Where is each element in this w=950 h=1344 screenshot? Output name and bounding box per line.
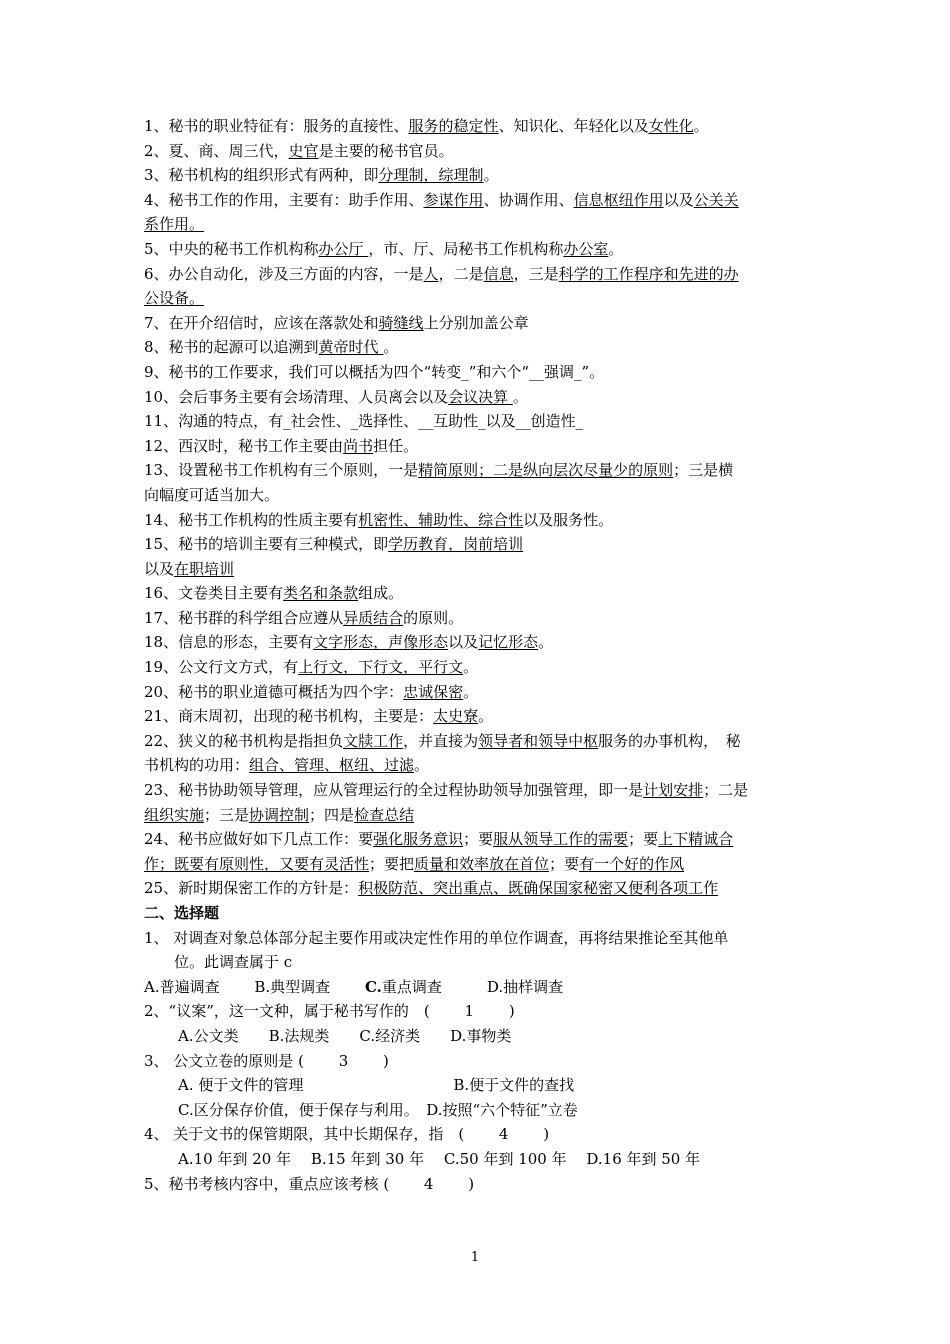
line-text: 17、秘书群的科学组合应遵从: [144, 608, 344, 627]
line-text: 以及服务性。: [523, 510, 614, 529]
line-text: ；要: [628, 830, 659, 849]
line-text: 。: [608, 239, 624, 258]
text-line: [144, 360, 808, 385]
line-text: ；二是: [703, 781, 749, 800]
answer-text: 机密性、辅助性、综合性: [358, 510, 524, 529]
line-text: ，二是: [438, 264, 484, 283]
answer-text: 会议决算: [448, 387, 513, 406]
answer-text: 人: [423, 264, 439, 283]
line-text: 上分别加盖公章: [423, 313, 529, 332]
page-number: 1: [470, 1250, 480, 1265]
answer-text: 黄帝时代: [318, 338, 384, 357]
text-line: [144, 950, 808, 975]
line-text: 担任。: [373, 436, 419, 455]
line-text: 7、在开介绍信时，应该在落款处和: [144, 313, 379, 332]
line-text: 以及: [663, 190, 694, 209]
line-text: 以及: [448, 633, 479, 652]
answer-text: 公设备。: [144, 289, 205, 308]
line-text: 5、中央的秘书工作机构称: [144, 239, 319, 258]
text-line: [144, 975, 808, 1000]
line-text: 1、 对调查对象总体部分起主要作用或决定性作用的单位作调查，再将结果推论至其他单: [144, 928, 729, 947]
line-text: 。: [463, 682, 479, 701]
line-text: 13、设置秘书工作机构有三个原则，一是: [144, 461, 419, 480]
answer-text: 组织实施: [144, 805, 205, 824]
answer-text: 忠诚保密: [403, 682, 464, 701]
answer-text: 信息: [483, 264, 514, 283]
text-line: [144, 1172, 808, 1197]
line-text: 24、秘书应做好如下几点工作：要: [144, 830, 374, 849]
text-line: [144, 876, 808, 901]
line-text: ；要: [463, 830, 494, 849]
text-line: [144, 1073, 808, 1098]
answer-text: 质量和效率放在首位: [414, 854, 550, 873]
text-line: [144, 606, 808, 631]
line-text: ；三是: [204, 805, 250, 824]
text-line: [144, 704, 808, 729]
line-text: 书机构的功用：: [144, 756, 250, 775]
line-text: 向幅度可适当加大。: [144, 485, 280, 504]
line-text: 20、秘书的职业道德可概括为四个字：: [144, 682, 404, 701]
document-body: [144, 114, 808, 1196]
answer-text: 学历教育，岗前培训: [388, 535, 524, 554]
text-line: [144, 188, 808, 213]
text-line: [144, 827, 808, 852]
text-line: [144, 286, 808, 311]
line-text: 。: [383, 338, 399, 357]
line-text: 2、夏、商、周三代，: [144, 141, 289, 160]
text-line: [144, 852, 808, 877]
text-line: [144, 262, 808, 287]
line-text: 14、秘书工作机构的性质主要有: [144, 510, 359, 529]
text-line: [144, 1049, 808, 1074]
text-line: [144, 114, 808, 139]
line-text: 、知识化、年轻化以及: [498, 117, 649, 135]
line-text: C.区分保存价值，便于保存与利用。 D.按照“六个特征”立卷: [178, 1100, 578, 1119]
line-text: 重点调查 D.抽样调查: [381, 977, 564, 996]
answer-text: 上行文，下行文，平行文: [298, 658, 464, 677]
line-text: 。: [414, 756, 430, 775]
answer-text: 积极防范、突出重点、既确保国家秘密又便利各项工作: [358, 879, 719, 898]
line-text: 位。此调查属于 c: [174, 953, 293, 972]
text-line: [144, 1024, 808, 1049]
answer-text: 骑缝线: [378, 313, 424, 332]
line-text: ，市、厅、局秘书工作机构称: [368, 239, 564, 258]
line-text: 16、文卷类目主要有: [144, 584, 284, 603]
line-text: 15、秘书的培训主要有三种模式，即: [144, 535, 389, 554]
answer-text: 类名和条款: [283, 584, 359, 603]
line-text: 的原则。: [403, 608, 464, 627]
line-text: A.10 年到 20 年 B.15 年到 30 年 C.50 年到 100 年 D.16 年到 50 年: [178, 1149, 701, 1168]
text-line: [144, 1147, 808, 1172]
answer-text: 科学的工作程序和先进的办: [558, 264, 739, 283]
line-text: 组成。: [358, 584, 404, 603]
answer-text: ；既要有原则性，又要有灵活性: [159, 854, 370, 873]
line-text: 9、秘书的工作要求，我们可以概括为四个“转变_”和六个“__强调_”。: [144, 362, 605, 381]
text-line: [144, 212, 808, 237]
answer-text: 异质结合: [343, 608, 404, 627]
answer-text: 文牍工作: [343, 731, 404, 750]
line-text: A.公文类 B.法规类 C.经济类 D.事物类: [178, 1026, 512, 1045]
answer-text: 太史寮: [433, 707, 479, 726]
text-line: [144, 901, 808, 926]
line-text: 。: [693, 117, 709, 135]
answer-text: 分理制，综理制: [378, 166, 484, 185]
text-line: [144, 581, 808, 606]
line-text: A.普遍调查 B.典型调查: [144, 977, 365, 996]
line-text: 4、 关于文书的保管期限，其中长期保存，指 ( 4 ): [144, 1125, 550, 1144]
answer-text: 检查总结: [354, 805, 415, 824]
text-line: [144, 458, 808, 483]
text-line: [144, 335, 808, 360]
line-text: 19、公文行文方式，有: [144, 658, 299, 677]
line-text: 2、“议案”，这一文种，属于秘书写作的 ( 1 ): [144, 1002, 515, 1021]
text-line: [144, 999, 808, 1024]
text-line: [144, 1122, 808, 1147]
line-text: 22、狭义的秘书机构是指担负: [144, 731, 344, 750]
text-line: [144, 753, 808, 778]
answer-text: 办公厅: [318, 239, 369, 258]
answer-text: 在职培训: [174, 559, 235, 578]
answer-text: 参谋作用: [423, 190, 484, 209]
line-text: 。: [512, 387, 528, 406]
answer-text: 计划安排: [643, 781, 704, 800]
line-text: 8、秘书的起源可以追溯到: [144, 338, 319, 357]
line-text: 21、商末周初，出现的秘书机构，主要是：: [144, 707, 434, 726]
line-text: ，三是: [513, 264, 559, 283]
line-text: 3、 公文立卷的原则是 ( 3 ): [144, 1051, 389, 1070]
line-text: 。: [478, 707, 494, 726]
text-line: [144, 139, 808, 164]
line-text: ；要把: [369, 854, 415, 873]
line-text: ；四是: [309, 805, 355, 824]
text-line: [144, 926, 808, 951]
text-line: [144, 237, 808, 262]
line-text: 10、会后事务主要有会场清理、人员离会以及: [144, 387, 449, 406]
line-text: ；要: [549, 854, 580, 873]
answer-text: 系作用。: [144, 215, 205, 234]
answer-text: 协调控制: [249, 805, 310, 824]
answer-text: 组合、管理、枢纽、过滤: [249, 756, 415, 775]
text-line: [144, 655, 808, 680]
line-text: ；三是横: [673, 461, 734, 480]
answer-text: 精简原则；二是纵向层次尽量少的原则: [418, 461, 674, 480]
line-text: 二、选择题: [144, 904, 220, 922]
line-text: 是主要的秘书官员。: [318, 141, 454, 160]
line-text: 4、秘书工作的作用，主要有：助手作用、: [144, 190, 424, 209]
line-text: 18、信息的形态，主要有: [144, 633, 314, 652]
answer-text: 上下精诚合: [658, 830, 734, 849]
answer-text: 公关关: [693, 190, 739, 209]
text-line: [144, 508, 808, 533]
line-text: 服务的办事机构， 秘: [598, 731, 741, 750]
text-line: [144, 483, 808, 508]
line-text: 1、秘书的职业特征有：服务的直接性、: [144, 117, 409, 135]
answer-text: 办公室: [563, 239, 609, 258]
text-line: [144, 311, 808, 336]
text-line: [144, 1098, 808, 1123]
line-text: 以及: [144, 559, 175, 578]
answer-text: 作: [144, 854, 160, 873]
line-text: A. 便于文件的管理 B.便于文件的查找: [178, 1076, 575, 1095]
line-text: 12、西汉时，秘书工作主要由: [144, 436, 344, 455]
answer-text: 强化服务意识: [373, 830, 464, 849]
text-line: [144, 803, 808, 828]
text-line: [144, 630, 808, 655]
line-text: 5、秘书考核内容中，重点应该考核 ( 4 ): [144, 1174, 475, 1193]
text-line: [144, 434, 808, 459]
text-line: [144, 532, 808, 557]
line-text: 23、秘书协助领导管理，应从管理运行的全过程协助领导加强管理，即一是: [144, 781, 644, 800]
line-text: 、协调作用、: [483, 190, 574, 209]
answer-text: 尚书: [343, 436, 374, 455]
line-text: 25、新时期保密工作的方针是：: [144, 879, 359, 898]
answer-text: 女性化: [648, 117, 694, 135]
text-line: [144, 680, 808, 705]
answer-text: 记忆形态: [478, 633, 539, 652]
line-text: C.: [364, 977, 382, 996]
line-text: 。: [483, 166, 499, 185]
answer-text: 领导者和领导中枢: [478, 731, 599, 750]
line-text: 3、秘书机构的组织形式有两种，即: [144, 166, 379, 185]
text-line: [144, 163, 808, 188]
text-line: [144, 729, 808, 754]
answer-text: 信息枢纽作用: [573, 190, 664, 209]
line-text: 6、办公自动化，涉及三方面的内容，一是: [144, 264, 424, 283]
answer-text: 文字形态，声像形态: [313, 633, 449, 652]
text-line: [144, 557, 808, 582]
line-text: ，并直接为: [403, 731, 479, 750]
answer-text: 服务的稳定性: [408, 117, 499, 135]
text-line: [144, 778, 808, 803]
line-text: 11、沟通的特点，有_社会性、_选择性、__互助性_以及__创造性_: [144, 412, 584, 431]
answer-text: 有一个好的作风: [579, 854, 685, 873]
text-line: [144, 385, 808, 410]
text-line: [144, 409, 808, 434]
line-text: 。: [463, 658, 479, 677]
line-text: 。: [538, 633, 554, 652]
answer-text: 服从领导工作的需要: [493, 830, 629, 849]
answer-text: 史官: [288, 141, 319, 160]
